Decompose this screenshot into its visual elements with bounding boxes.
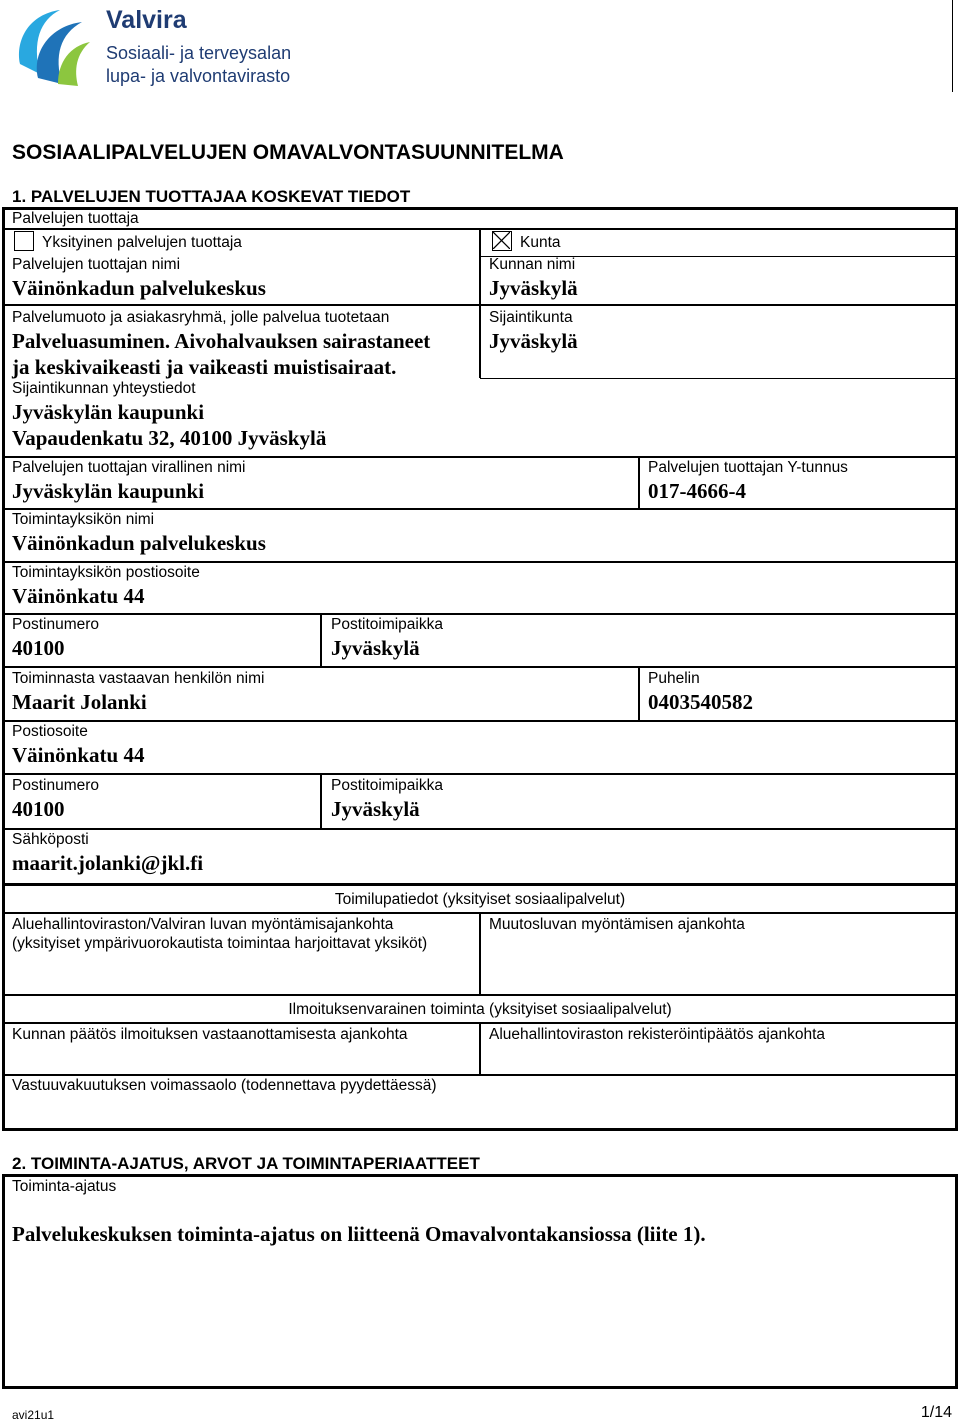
phone-label: Puhelin: [648, 670, 700, 687]
row-line: [2, 1074, 958, 1076]
private-provider-option: Yksityinen palvelujen tuottaja: [42, 234, 242, 251]
municipal-option: Kunta: [520, 234, 561, 251]
location-contact-line2: Vapaudenkatu 32, 40100 Jyväskylä: [12, 426, 327, 450]
col-line: [638, 456, 640, 509]
form-code: avi21u1: [12, 1408, 55, 1422]
private-provider-checkbox[interactable]: [14, 231, 34, 251]
valvira-logo: [10, 2, 300, 90]
check-cross-icon: [493, 232, 510, 249]
unit-name-label: Toimintayksikön nimi: [12, 511, 155, 528]
municipality-name: Jyväskylä: [489, 276, 578, 300]
resp-postal-code: 40100: [12, 797, 65, 821]
registration-label: Aluehallintoviraston rekisteröintipäätös ajankohta: [489, 1026, 826, 1043]
col-line: [479, 912, 481, 994]
municipality-name-label: Kunnan nimi: [489, 256, 576, 273]
unit-post-office-label: Postitoimipaikka: [331, 616, 443, 633]
resp-postal-code-label: Postinumero: [12, 777, 100, 794]
col-line: [638, 666, 640, 721]
logo-line2: lupa- ja valvontavirasto: [106, 66, 291, 86]
row-line: [2, 720, 958, 722]
unit-address: Väinönkatu 44: [12, 584, 145, 608]
permit-heading: Toimilupatiedot (yksityiset sosiaalipalvelut): [334, 891, 626, 908]
provider-name: Väinönkadun palvelukeskus: [12, 276, 266, 300]
insurance-label: Vastuuvakuutuksen voimassaolo (todennettava pyydettäessä): [12, 1077, 437, 1094]
official-name-label: Palvelujen tuottajan virallinen nimi: [12, 459, 246, 476]
location-contact-line1: Jyväskylän kaupunki: [12, 400, 205, 424]
permit-grant-label-line1: Aluehallintoviraston/Valviran luvan myöntämisajankohta: [12, 916, 394, 933]
unit-post-office: Jyväskylä: [331, 636, 420, 660]
header-right-rule: [952, 0, 953, 92]
logo-line1: Sosiaali- ja terveysalan: [106, 43, 292, 63]
section2-heading: 2. TOIMINTA-AJATUS, ARVOT JA TOIMINTAPERIAATTEET: [12, 1154, 480, 1173]
email-label: Sähköposti: [12, 831, 89, 848]
resp-address-label: Postiosoite: [12, 723, 88, 740]
provider-label: Palvelujen tuottaja: [12, 210, 139, 227]
permit-grant-label-line2: (yksityiset ympärivuorokautista toimintaa harjoittavat yksiköt): [12, 935, 428, 952]
service-form-line2: ja keskivaikeasti ja vaikeasti muistisairaat.: [12, 355, 397, 379]
unit-name: Väinönkadun palvelukeskus: [12, 531, 266, 555]
service-form-label: Palvelumuoto ja asiakasryhmä, jolle palvelua tuotetaan: [12, 309, 390, 326]
provider-name-label: Palvelujen tuottajan nimi: [12, 256, 181, 273]
col-line: [479, 1022, 481, 1074]
row-line: [2, 994, 958, 996]
row-line: [2, 508, 958, 510]
service-form-line1: Palveluasuminen. Aivohalvauksen sairastaneet: [12, 329, 431, 353]
col-line: [320, 613, 322, 666]
email: maarit.jolanki@jkl.fi: [12, 851, 204, 875]
page-number: 1/14: [920, 1404, 952, 1421]
row-line: [2, 773, 958, 775]
row-line: [2, 456, 958, 458]
location-municipality-label: Sijaintikunta: [489, 309, 573, 326]
col-line: [320, 773, 322, 828]
municipal-provider-checkbox[interactable]: [492, 231, 512, 251]
row-line: [2, 613, 958, 615]
notification-heading: Ilmoituksenvarainen toiminta (yksityiset sosiaalipalvelut): [288, 1001, 672, 1018]
mission-box: [2, 1174, 958, 1389]
responsible-label: Toiminnasta vastaavan henkilön nimi: [12, 670, 265, 687]
unit-postal-code: 40100: [12, 636, 65, 660]
valvira-logo-mark: [10, 4, 92, 86]
row-line: [2, 666, 958, 668]
resp-post-office-label: Postitoimipaikka: [331, 777, 443, 794]
business-id: 017-4666-4: [648, 479, 746, 503]
phone: 0403540582: [648, 690, 753, 714]
section1-heading: 1. PALVELUJEN TUOTTAJAA KOSKEVAT TIEDOT: [12, 187, 411, 206]
resp-post-office: Jyväskylä: [331, 797, 420, 821]
mission-label: Toiminta-ajatus: [12, 1178, 117, 1195]
location-municipality: Jyväskylä: [489, 329, 578, 353]
logo-name: Valvira: [106, 6, 187, 34]
permit-change-label: Muutosluvan myöntämisen ajankohta: [489, 916, 745, 933]
municipal-decision-label: Kunnan päätös ilmoituksen vastaanottamisesta ajankohta: [12, 1026, 408, 1043]
location-contact-label: Sijaintikunnan yhteystiedot: [12, 380, 196, 397]
col-line: [479, 228, 481, 378]
unit-address-label: Toimintayksikön postiosoite: [12, 564, 200, 581]
page-title: SOSIAALIPALVELUJEN OMAVALVONTASUUNNITELMA: [12, 141, 564, 164]
row-line: [480, 378, 958, 379]
unit-postal-code-label: Postinumero: [12, 616, 100, 633]
row-line: [2, 828, 958, 830]
business-id-label: Palvelujen tuottajan Y-tunnus: [648, 459, 848, 476]
mission-text: Palvelukeskuksen toiminta-ajatus on liitteenä Omavalvontakansiossa (liite 1).: [12, 1222, 706, 1246]
responsible-name: Maarit Jolanki: [12, 690, 147, 714]
official-name: Jyväskylän kaupunki: [12, 479, 205, 503]
row-line: [2, 561, 958, 563]
resp-address: Väinönkatu 44: [12, 743, 145, 767]
